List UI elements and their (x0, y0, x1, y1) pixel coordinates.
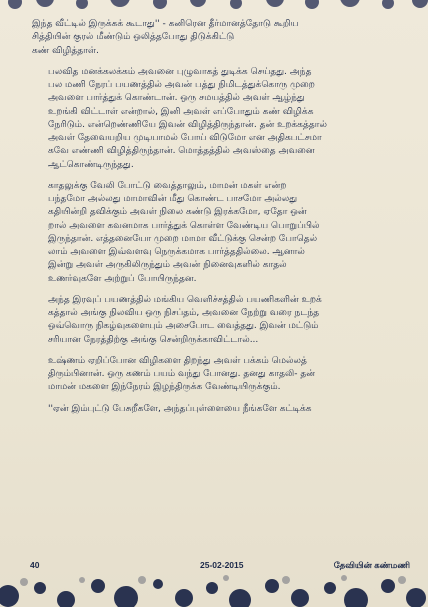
text-line: சித்தியின் குரல் மீண்டும் ஒலித்தபோது திடுக்கிட்டு (32, 32, 235, 43)
magazine-name: தேவியின் கண்மணி (333, 560, 410, 570)
text-line: கண் விழித்தாள். (32, 45, 99, 56)
page-footer (30, 560, 410, 574)
text-line: ஒவ்வொரு நிகழ்வுகளையும் அசைபோட வைத்தது. இவன் மட்டும் (48, 321, 319, 332)
text-line: இருந்தான். எத்தனையோ முறை மாமா வீட்டுக்கு சென்ற போதெல் (48, 233, 318, 244)
text-line: பந்தமோ அல்லது மாமாவின் மீது கொண்ட பாசமோ அல்லது (48, 194, 298, 204)
paragraph (32, 294, 406, 347)
paragraph (32, 66, 406, 172)
text-line: உஷ்ணம் ஏறிப்போன விழிகளை திறந்து அவள் பக்கம் மெல்லத் (48, 355, 307, 366)
text-line: றால் அவளை கவனமாக பார்த்துக் கொள்ள வேண்டிய பொறுப்பில் (48, 220, 320, 231)
text-line: பலவித மனக்கலக்கம் அவனை புழுவாகத் துடிக்க செய்தது. அந்த (48, 66, 312, 77)
paragraph (32, 403, 406, 416)
paragraph (32, 355, 406, 395)
top-dot-pattern (0, 0, 428, 16)
paragraph (32, 18, 406, 58)
text-line: திரும்பினான். ஒரு கணம் பயம் வந்து போனது. தனது காதலி- தன் (48, 369, 315, 379)
text-line: மாமன் மகளை இந்நேரம் இழந்திருக்க வேண்டியிருக்கும். (48, 382, 281, 393)
text-line: ஆட்கொண்டிருந்தது. (48, 159, 134, 170)
text-line: சரியான நேரத்திற்கு அங்கு சென்றிருக்காவிட்டால்... (48, 334, 259, 345)
text-line: ''ஏன் இம்புட்டு பேசுறீகளே, அந்தப்புள்ளையை நீங்களே கட்டிக்க (48, 403, 312, 414)
text-line: கவே எண்ணி விழித்திருந்தான். மொத்தத்தில் அவஸ்தை அவனை (48, 146, 315, 157)
text-line: அவளை பார்த்துக் கொண்டான். ஒரு சமயத்தில் அவள் ஆழ்ந்து (48, 93, 305, 104)
bottom-dot-pattern (0, 574, 428, 607)
text-line: பல மணி நேரப் பயணத்தில் அவன் பத்து நிமிடத்துக்கொரு முறை (48, 80, 315, 90)
text-line: அவள் தேவையறிய முடியாமல் போய் விடுமோ என அதிகபட்சமா (48, 133, 322, 143)
text-line: உறங்கி விட்டாள் என்றால், இனி அவள் எப்போதும் கண் விழிக்க (48, 106, 314, 117)
text-line: கத்தால் அங்கு நிலவிய ஒரு நிசப்தம், அவனை நேற்று வரை நடந்த (48, 308, 320, 318)
text-line: காதலுக்கு வேலி போட்டு வைத்தாலும், மாமன் மகள் என்ற (48, 180, 287, 191)
text-line: இந்த வீட்டில் இருக்கக் கூடாது'' - கனிரென தீர்மானத்தோடு கூறிய (32, 19, 299, 29)
text-line: கதியின்றி தவிக்கும் அவள் நிலை கண்டு இரக்கமோ, ஏதோ ஒன் (48, 207, 307, 218)
article-body (32, 18, 406, 424)
paragraph (32, 180, 406, 286)
text-line: லாம் அவளை இவ்வளவு நெருக்கமாக பார்த்ததில்லை. ஆனால் (48, 247, 305, 257)
issue-date: 25-02-2015 (200, 560, 244, 570)
text-line: நேரிடும். என்றெண்ணியே இவன் விழித்திருந்தான். தன் உறக்கத்தால் (48, 119, 327, 130)
text-line: இன்று அவள் அருகிலிருந்தும் அவன் நினைவுகளில் காதல் (48, 260, 287, 271)
text-line: உணர்வுகளே அற்றுப் போயிருந்தன. (48, 273, 197, 284)
page-number: 40 (30, 560, 40, 570)
text-line: அந்த இரவுப் பயணத்தில் மங்கிய வெளிச்சத்தில் பயணிகளின் உறக் (48, 294, 322, 305)
